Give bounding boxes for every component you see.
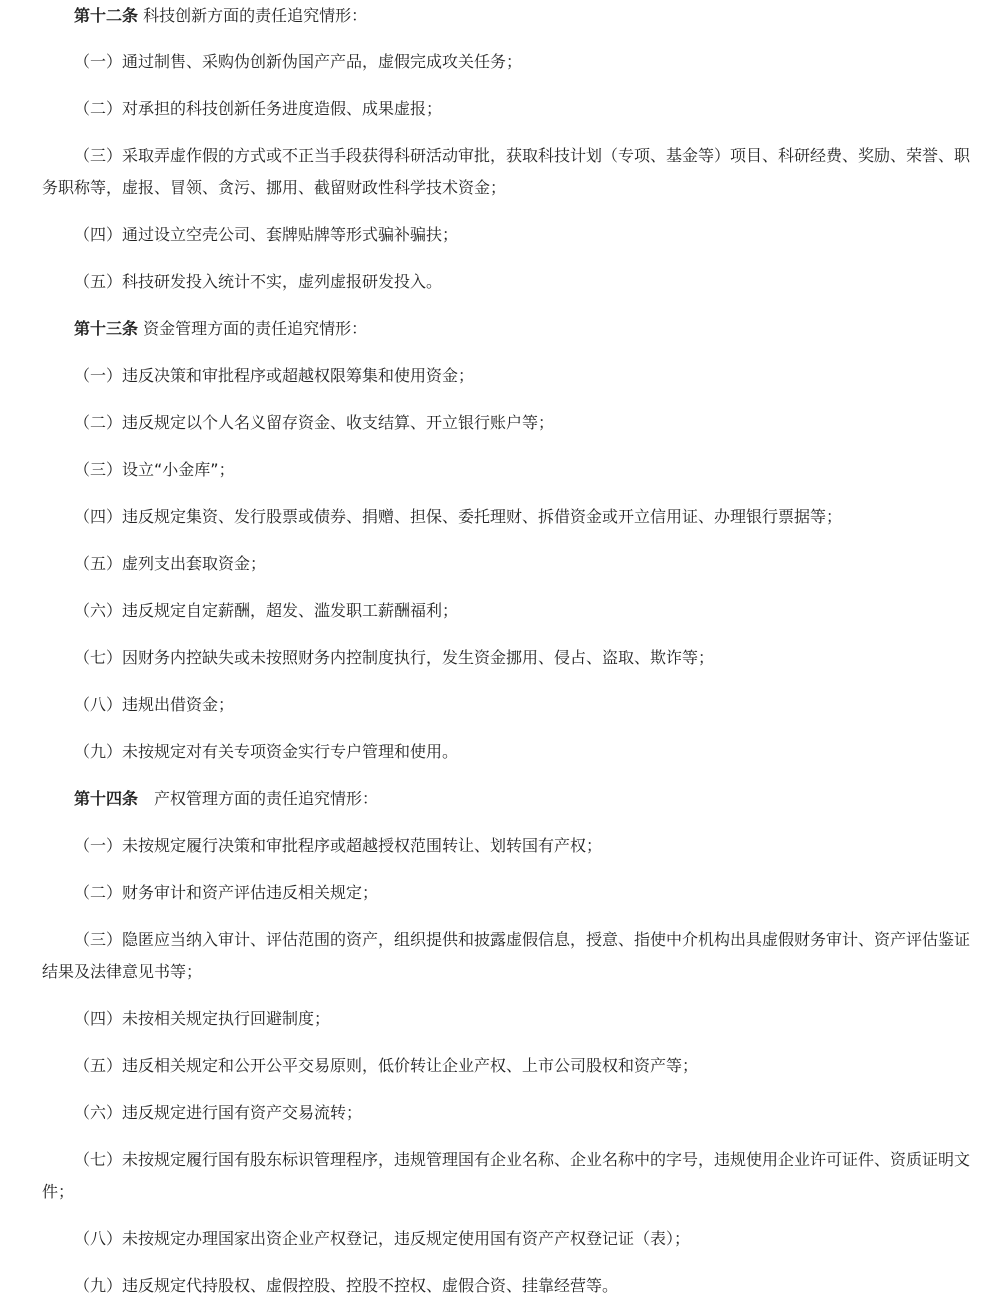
article-14-title: 产权管理方面的责任追究情形：	[138, 789, 379, 808]
article-14-item-7: （七）未按规定履行国有股东标识管理程序，违规管理国有企业名称、企业名称中的字号，违规使用企业许可证件、资质证明文件；	[42, 1150, 971, 1201]
article-14-heading	[42, 783, 972, 815]
article-14-item-5: （五）违反相关规定和公开公平交易原则，低价转让企业产权、上市公司股权和资产等；	[74, 1056, 699, 1075]
article-14-item-8: （八）未按规定办理国家出资企业产权登记，违反规定使用国有资产产权登记证（表）；	[74, 1229, 691, 1248]
article-13-item-1: （一）违反决策和审批程序或超越权限筹集和使用资金；	[74, 366, 475, 385]
article-14-item-1: （一）未按规定履行决策和审批程序或超越授权范围转让、划转国有产权；	[74, 836, 603, 855]
article-13-item-9: （九）未按规定对有关专项资金实行专户管理和使用。	[74, 742, 459, 761]
article-13-item-2: （二）违反规定以个人名义留存资金、收支结算、开立银行账户等；	[74, 413, 555, 432]
article-13-item-4: （四）违反规定集资、发行股票或债券、捐赠、担保、委托理财、拆借资金或开立信用证、办理银行票据等；	[74, 507, 843, 526]
article-12-item-1: （一）通过制售、采购伪创新伪国产产品，虚假完成攻关任务；	[74, 52, 523, 71]
article-12-label: 第十二条	[74, 6, 139, 25]
article-12-item-2: （二）对承担的科技创新任务进度造假、成果虚报；	[74, 99, 443, 118]
article-14-item-3: （三）隐匿应当纳入审计、评估范围的资产，组织提供和披露虚假信息，授意、指使中介机构出具虚假财务审计、资产评估鉴证结果及法律意见书等；	[42, 930, 971, 981]
article-13-title: 资金管理方面的责任追究情形：	[138, 319, 368, 338]
article-13-item-6: （六）违反规定自定薪酬，超发、滥发职工薪酬福利；	[74, 601, 459, 620]
article-12-item-3: （三）采取弄虚作假的方式或不正当手段获得科研活动审批，获取科技计划（专项、基金等）项目、科研经费、奖励、荣誉、职务职称等，虚报、冒领、贪污、挪用、截留财政性科学技术资金；	[42, 146, 971, 197]
article-13-item-3: （三）设立“小金库”；	[74, 460, 235, 479]
article-12-item-4: （四）通过设立空壳公司、套牌贴牌等形式骗补骗扶；	[74, 225, 459, 244]
article-13-label: 第十三条	[74, 319, 139, 338]
article-14-item-2: （二）财务审计和资产评估违反相关规定；	[74, 883, 379, 902]
article-13-item-8: （八）违规出借资金；	[74, 695, 235, 714]
article-12-title: 科技创新方面的责任追究情形：	[138, 6, 368, 25]
article-13-heading	[42, 313, 972, 345]
article-12-item-5: （五）科技研发投入统计不实，虚列虚报研发投入。	[74, 272, 443, 291]
article-13-item-5: （五）虚列支出套取资金；	[74, 554, 267, 573]
article-14-label: 第十四条	[74, 789, 139, 808]
article-12-heading	[42, 0, 972, 32]
article-14-item-6: （六）违反规定进行国有资产交易流转；	[74, 1103, 363, 1122]
article-14-item-9: （九）违反规定代持股权、虚假控股、控股不控权、虚假合资、挂靠经营等。	[74, 1276, 619, 1295]
article-14-item-4: （四）未按相关规定执行回避制度；	[74, 1009, 331, 1028]
article-13-item-7: （七）因财务内控缺失或未按照财务内控制度执行，发生资金挪用、侵占、盗取、欺诈等；	[74, 648, 715, 667]
